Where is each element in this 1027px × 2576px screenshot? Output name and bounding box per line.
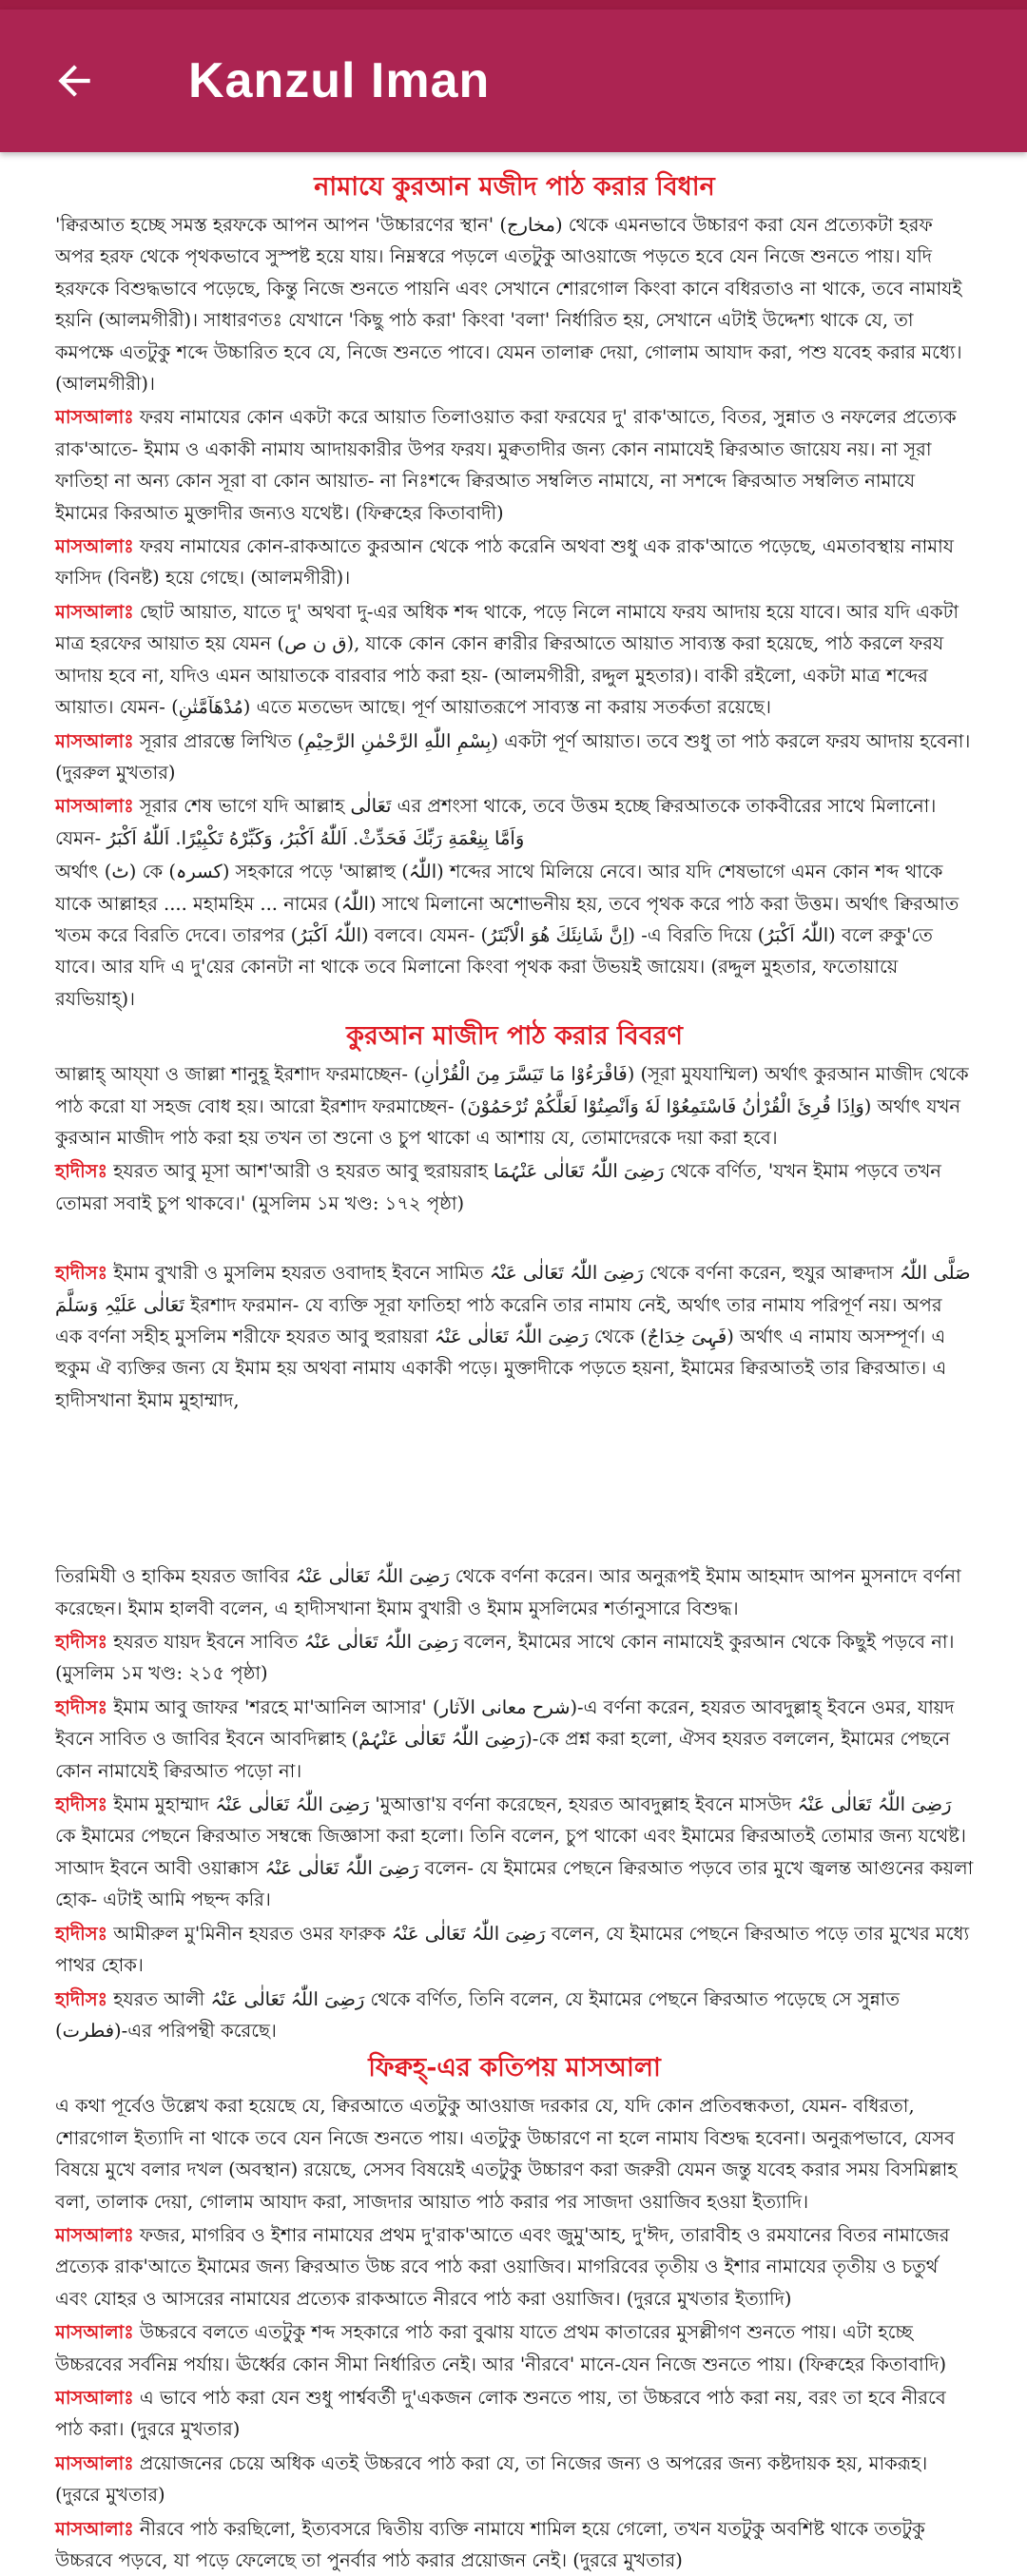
- paragraph-text: অর্থাৎ (ٹ) কে (کسرہ) সহকারে পড়ে 'আল্লাহু (اللّٰہُ) শব্দের সাথে মিলিয়ে নেবে। আর যদি শেষভাগে এমন কোন শব্দ থাকে যাকে আল্লাহর .... মহামহিম ... নামের (اللّٰہُ) সাথে মিলানো অশোভনীয় হয়, তবে পৃথক করে পাঠ করা উত্তম। অর্থাৎ ক্বিরআত খতম করে বিরতি দেবে। তারপর (اللّٰہُ اَکْبَرُ) বলবে। যেমন- (اِنَّ شَانِئَكَ هُوَ الْاَبْتَرُ) -এ বিরতি দিয়ে (اللّٰہُ اَکْبَرُ) বলে রুকু'তে যাবে। আর যদি এ দু'য়ের কোনটা না থাকে তবে মিলানো কিংবা পৃথক করা উভয়ই জায়েয। (রদ্দুল মুহতার, ফতোয়ায়ে রযভিয়াহ্)।: [55, 861, 959, 1010]
- masala-tag: মাসআলাঃ: [55, 2451, 134, 2474]
- paragraph: [55, 2090, 974, 2218]
- hadith-tag: হাদীসঃ: [55, 1262, 108, 1285]
- paragraph-text: ছোট আয়াত, যাতে দু' অথবা দু-এর অধিক শব্দ থাকে, পড়ে নিলে নামাযে ফরয আদায় হয়ে যাবে। আর যদি একটা মাত্র হরফের আয়াত হয় যেমন (ق ن ص), যাকে কোন কোন ক্বারীর ক্বিরআতে আয়াত সাব্যস্ত করা হয়েছে, পাঠ করলে ফরয আদায় হবে না, যদিও এমন আয়াতকে বারবার পাঠ করা হয়- (আলমগীরী, রদ্দুল মুহতার)। বাকী রইলো, একটা মাত্র শব্দের আয়াত। যেমন- (مُدْهَآمَّتٰنِ) এতে মতভেদ আছে। পূর্ণ আয়াতরূপে সাব্যস্ত না করায় সতর্কতা রয়েছে।: [55, 600, 959, 719]
- paragraph: [55, 209, 974, 399]
- paragraph: [55, 1058, 974, 1153]
- paragraph-text: সূরার শেষ ভাগে যদি আল্লাহ تَعَالٰی এর প্রশংসা থাকে, তবে উত্তম হচ্ছে ক্বিরআতকে তাকবীরের সাথে মিলানো। যেমন- وَاَمَّا بِنِعْمَةِ رَبِّكَ فَحَدِّثْ. اَللّٰهُ اَكْبَرُ، وَكَبِّرْهُ تَكْبِيْرًا. اَللّٰهُ اَكْبَرُ: [55, 795, 937, 849]
- paragraph-text: ইমাম মুহাম্মাদ رَضِیَ اللّٰہُ تَعَالٰی عَنْہُ 'মুআত্তা'য় বর্ণনা করেছেন, হযরত আবদুল্লাহ ইবনে মাসউদ رَضِیَ اللّٰہُ تَعَالٰی عَنْہُ কে ইমামের পেছনে ক্বিরআত সম্বন্ধে জিজ্ঞাসা করা হলো। তিনি বলেন, চুপ থাকো এবং ইমামের ক্বিরআতই তোমার জন্য যথেষ্ট। সাআদ ইবনে আবী ওয়াক্কাস رَضِیَ اللّٰہُ تَعَالٰی عَنْہُ বলেন- যে ইমামের পেছনে ক্বিরআত পড়বে তার মুখে জ্বলন্ত আগুনের কয়লা হোক- এটাই আমি পছন্দ করি।: [55, 1793, 974, 1911]
- section-title: নামাযে কুরআন মজীদ পাঠ করার বিধান: [314, 172, 715, 202]
- paragraph-text: হযরত আবু মূসা আশ'আরী ও হযরত আবু হুরায়রাহ رَضِیَ اللّٰہُ تَعَالٰی عَنْہُمَا থেকে বর্ণিত, 'যখন ইমাম পড়বে তখন তোমরা সবাই চুপ থাকবে।' (মুসলিম ১ম খণ্ড: ১৭২ পৃষ্ঠা): [55, 1160, 941, 1214]
- document-content: [0, 152, 1027, 2571]
- hadith-paragraph: [55, 1626, 974, 1690]
- paragraph-text: ফরয নামাযের কোন-রাকআতে কুরআন থেকে পাঠ করেনি অথবা শুধু এক রাক'আতে পড়েছে, এমতাবস্থায় নামায ফাসিদ (বিনষ্ট) হয়ে গেছে। (আলমগীরী)।: [55, 535, 954, 590]
- hadith-tag: হাদীসঃ: [55, 1631, 108, 1654]
- app-title: Kanzul Iman: [188, 53, 491, 108]
- masala-paragraph: [55, 2219, 974, 2315]
- section-title: কুরআন মাজীদ পাঠ করার বিবরণ: [346, 1021, 683, 1052]
- masala-paragraph: [55, 726, 974, 789]
- paragraph-text: হযরত আলী رَضِیَ اللّٰہُ تَعَالٰی عَنْہُ থেকে বর্ণিত, তিনি বলেন, যে ইমামের পেছনে ক্বিরআত পড়েছে সে সুন্নাত (فطرت)-এর পরিপন্থী করেছে।: [55, 1987, 901, 2042]
- paragraph-text: এ কথা পূর্বেও উল্লেখ করা হয়েছে যে, ক্বিরআতে এতটুকু আওয়াজ দরকার যে, যদি কোন প্রতিবন্ধকতা, যেমন- বধিরতা, শোরগোল ইত্যাদি না থাকে তবে যেন নিজে শুনতে পায়। এতটুকু উচ্চারণে না হলে নামায বিশুদ্ধ হবেনা। অনুরূপভাবে, যেসব বিষয়ে মুখে বলার দখল (অবস্থান) রয়েছে, সেসব বিষয়েই এতটুকু উচ্চারণ করা জরুরী যেমন জন্তু যবেহ করার সময় বিসমিল্লাহ বলা, তালাক দেয়া, গোলাম আযাদ করা, সাজদার আয়াত পাঠ করার পর সাজদা ওয়াজিব হওয়া ইত্যাদি।: [55, 2095, 958, 2213]
- section-title: ফিক্বহ্-এর কতিপয় মাসআলা: [368, 2053, 661, 2083]
- paragraph-text: উচ্চরবে বলতে এতটুকু শব্দ সহকারে পাঠ করা বুঝায় যাতে প্রথম কাতারের মুসল্লীগণ শুনতে পায়। এটা হচ্ছে উচ্চরবের সর্বনিম্ন পর্যায়। ঊর্ধ্বের কোন সীমা নির্ধারিত নেই। আর 'নীরবে' মানে-যেন নিজে শুনতে পায়। (ফিক্বহের কিতাবাদি): [55, 2321, 947, 2375]
- paragraph-text: এ ভাবে পাঠ করা যেন শুধু পার্শ্ববর্তী দু'একজন লোক শুনতে পায়, তা উচ্চরবে পাঠ করা নয়, বরং তা হবে নীরবে পাঠ করা। (দুররে মুখতার): [55, 2386, 946, 2441]
- hadith-paragraph: [55, 1257, 974, 1416]
- masala-paragraph: [55, 401, 974, 529]
- spacer: [55, 1418, 974, 1560]
- hadith-tag: হাদীসঃ: [55, 1987, 108, 2010]
- hadith-paragraph: [55, 1155, 974, 1219]
- paragraph-text: ফজর, মাগরিব ও ইশার নামাযের প্রথম দু'রাক'আতে এবং জুমু'আহ, দু'ঈদ, তারাবীহ ও রমযানের বিতর নামাজের প্রত্যেক রাক'আতে ইমামের জন্য ক্বিরআত উচ্চ রবে পাঠ করা ওয়াজিব। মাগরিবের তৃতীয় ও ইশার নামাযের তৃতীয় ও চতুর্থ এবং যোহর ও আসরের নামাযের প্রত্যেক রাকআতে নীরবে পাঠ করা ওয়াজিব। (দুররে মুখতার ইত্যাদি): [55, 2223, 950, 2310]
- masala-tag: মাসআলাঃ: [55, 729, 134, 752]
- masala-paragraph: [55, 2513, 974, 2576]
- masala-paragraph: [55, 531, 974, 594]
- status-bar: [0, 0, 1027, 10]
- masala-tag: মাসআলাঃ: [55, 795, 134, 818]
- masala-paragraph: [55, 2382, 974, 2446]
- masala-paragraph: [55, 2316, 974, 2380]
- paragraph-text: ফরয নামাযের কোন একটা করে আয়াত তিলাওয়াত করা ফরযের দু' রাক'আতে, বিতর, সুন্নাত ও নফলের প্রত্যেক রাক'আতে- ইমাম ও একাকী নামায আদায়কারীর উপর ফরয। মুক্বতাদীর জন্য কোন নামাযেই ক্বিরআত জায়েয নয়। না সূরা ফাতিহা না অন্য কোন সূরা বা কোন আয়াত- না নিঃশব্দে ক্বিরআত সম্বলিত নামাযে, না সশব্দে ক্বিরআত সম্বলিত নামাযে ইমামের কিরআত মুক্তাদীর জন্যও যথেষ্ট। (ফিক্বহের কিতাবাদী): [55, 406, 957, 524]
- hadith-paragraph: [55, 1789, 974, 1916]
- paragraph-text: ইমাম আবু জাফর 'শরহে মা'আনিল আসার' (شرح معانی الآثار)-এ বর্ণনা করেন, হযরত আবদুল্লাহ্ ইবনে ওমর, যায়দ ইবনে সাবিত ও জাবির ইবনে আবদিল্লাহ (رَضِیَ اللّٰہُ تَعَالٰی عَنْہُمْ)-কে প্রশ্ন করা হলো, ঐসব হযরত বললেন, ইমামের পেছনে কোন নামাযেই ক্বিরআত পড়ো না।: [55, 1695, 955, 1782]
- paragraph-text: আমীরুল মু'মিনীন হযরত ওমর ফারুক رَضِیَ اللّٰہُ تَعَالٰی عَنْہُ বলেন, যে ইমামের পেছনে ক্বিরআত পড়ে তার মুখের মধ্যে পাথর হোক।: [55, 1922, 970, 1977]
- masala-tag: মাসআলাঃ: [55, 2517, 134, 2540]
- hadith-tag: হাদীসঃ: [55, 1793, 108, 1816]
- hadith-tag: হাদীসঃ: [55, 1922, 108, 1945]
- hadith-tag: হাদীসঃ: [55, 1160, 108, 1183]
- paragraph: [55, 1560, 974, 1624]
- masala-tag: মাসআলাঃ: [55, 2223, 134, 2246]
- hadith-paragraph: [55, 1918, 974, 1982]
- spacer: [55, 1221, 974, 1257]
- hadith-paragraph: [55, 1692, 974, 1787]
- masala-tag: মাসআলাঃ: [55, 600, 134, 623]
- masala-paragraph: [55, 2448, 974, 2511]
- masala-tag: মাসআলাঃ: [55, 406, 134, 429]
- paragraph-text: তিরমিযী ও হাকিম হযরত জাবির رَضِیَ اللّٰہُ تَعَالٰی عَنْہُ থেকে বর্ণনা করেন। আর অনুরূপই ইমাম আহমাদ আপন মুসনাদে বর্ণনা করেছেন। ইমাম হালবী বলেন, এ হাদীসখানা ইমাম বুখারী ও ইমাম মুসলিমের শর্তানুসারে বিশুদ্ধ।: [55, 1565, 961, 1619]
- paragraph: [55, 856, 974, 1015]
- arrow-left-icon: [50, 57, 98, 105]
- paragraph-text: সূরার প্রারম্ভে লিখিত (بِسْمِ اللّٰهِ الرَّحْمٰنِ الرَّحِيْمِ) একটা পূর্ণ আয়াত। তবে শুধু তা পাঠ করলে ফরয আদায় হবেনা। (দুররুল মুখতার): [55, 729, 971, 784]
- paragraph-text: প্রয়োজনের চেয়ে অধিক এতই উচ্চরবে পাঠ করা যে, তা নিজের জন্য ও অপরের জন্য কষ্টদায়ক হয়, মাকরূহ। (দুররে মুখতার): [55, 2451, 928, 2507]
- app-bar: [0, 10, 1027, 152]
- masala-tag: মাসআলাঃ: [55, 535, 134, 558]
- back-button[interactable]: [36, 43, 112, 119]
- paragraph-text: হযরত যায়দ ইবনে সাবিত رَضِیَ اللّٰہُ تَعَالٰی عَنْہُ বলেন, ইমামের সাথে কোন নামাযেই কুরআন থেকে কিছুই পড়বে না। (মুসলিম ১ম খণ্ড: ২১৫ পৃষ্ঠা): [55, 1631, 955, 1685]
- paragraph-text: 'ক্বিরআত হচ্ছে সমস্ত হরফকে আপন আপন 'উচ্চারণের স্থান' (مخارج) থেকে এমনভাবে উচ্চারণ করা যেন প্রত্যেকটা হরফ অপর হরফ থেকে পৃথকভাবে সুস্পষ্ট হয়ে যায়। নিম্নস্বরে পড়লে এতটুকু আওয়াজে পড়তে হবে যেন নিজে শুনতে পায়। যদি হরফকে বিশুদ্ধভাবে পড়েছে, কিন্তু নিজে শুনতে পায়নি এবং সেখানে শোরগোল কিংবা কানে বধিরতাও না থাকে, তবে নামাযই হয়নি (আলমগীরী)। সাধারণতঃ যেখানে 'কিছু পাঠ করা' কিংবা 'বলা' নির্ধারিত হয়, সেখানে এটাই উদ্দেশ্য থাকে যে, তা কমপক্ষে এতটুকু শব্দে উচ্চারিত হবে যে, নিজে শুনতে পাবে। যেমন তালাক্ব দেয়া, গোলাম আযাদ করা, পশু যবেহ করার মধ্যে। (আলমগীরী)।: [55, 214, 962, 396]
- masala-paragraph: [55, 596, 974, 724]
- masala-paragraph: [55, 790, 974, 854]
- paragraph-text: আল্লাহ্ আয্‌যা ও জাল্লা শানুহূ ইরশাদ ফরমাচ্ছেন- (فَاقْرَءُوْا مَا تَيَسَّرَ مِنَ الْقُرْاٰنِ) (সূরা মুযযাম্মিল) অর্থাৎ কুরআন মাজীদ থেকে পাঠ করো যা সহজ বোধ হয়। আরো ইরশাদ ফরমাচ্ছেন- (وَاِذَا قُرِئَ الْقُرْاٰنُ فَاسْتَمِعُوْا لَهٗ وَاَنْصِتُوْا لَعَلَّكُمْ تُرْحَمُوْنَ) অর্থাৎ যখন কুরআন মাজীদ পাঠ করা হয় তখন তা শুনো ও চুপ থাকো এ আশায় যে, তোমাদেরকে দয়া করা হবে।: [55, 1063, 969, 1149]
- masala-tag: মাসআলাঃ: [55, 2386, 134, 2409]
- paragraph-text: ইমাম বুখারী ও মুসলিম হযরত ওবাদাহ ইবনে সামিত رَضِیَ اللّٰہُ تَعَالٰی عَنْہُ থেকে বর্ণনা করেন, হুযুর আক্বদাস صَلَّی اللّٰہُ تَعَالٰی عَلَیْہِ وَسَلَّمَ ইরশাদ ফরমান- যে ব্যক্তি সূরা ফাতিহা পাঠ করেনি তার নামায নেই, অর্থাৎ তার নামায পরিপূর্ণ নয়। অপর এক বর্ণনা সহীহ মুসলিম শরীফে হযরত আবু হুরায়রা رَضِیَ اللّٰہُ تَعَالٰی عَنْہُ থেকে (فَہِیَ خِدَاجٌ) অর্থাৎ এ নামায অসম্পূর্ণ। এ হুকুম ঐ ব্যক্তির জন্য যে ইমাম হয় অথবা নামায একাকী পড়ে। মুক্তাদীকে পড়তে হয়না, ইমামের ক্বিরআতই তার ক্বিরআত। এ হাদীসখানা ইমাম মুহাম্মাদ,: [55, 1262, 971, 1411]
- paragraph-text: নীরবে পাঠ করছিলো, ইত্যবসরে দ্বিতীয় ব্যক্তি নামাযে শামিল হয়ে গেলো, তখন যতটুকু অবশিষ্ট থাকে ততটুকু উচ্চরবে পড়বে, যা পড়ে ফেলেছে তা পুনর্বার পাঠ করার প্রয়োজন নেই। (দুররে মুখতার): [55, 2517, 925, 2571]
- masala-tag: মাসআলাঃ: [55, 2321, 134, 2344]
- hadith-paragraph: [55, 1984, 974, 2047]
- hadith-tag: হাদীসঃ: [55, 1695, 108, 1718]
